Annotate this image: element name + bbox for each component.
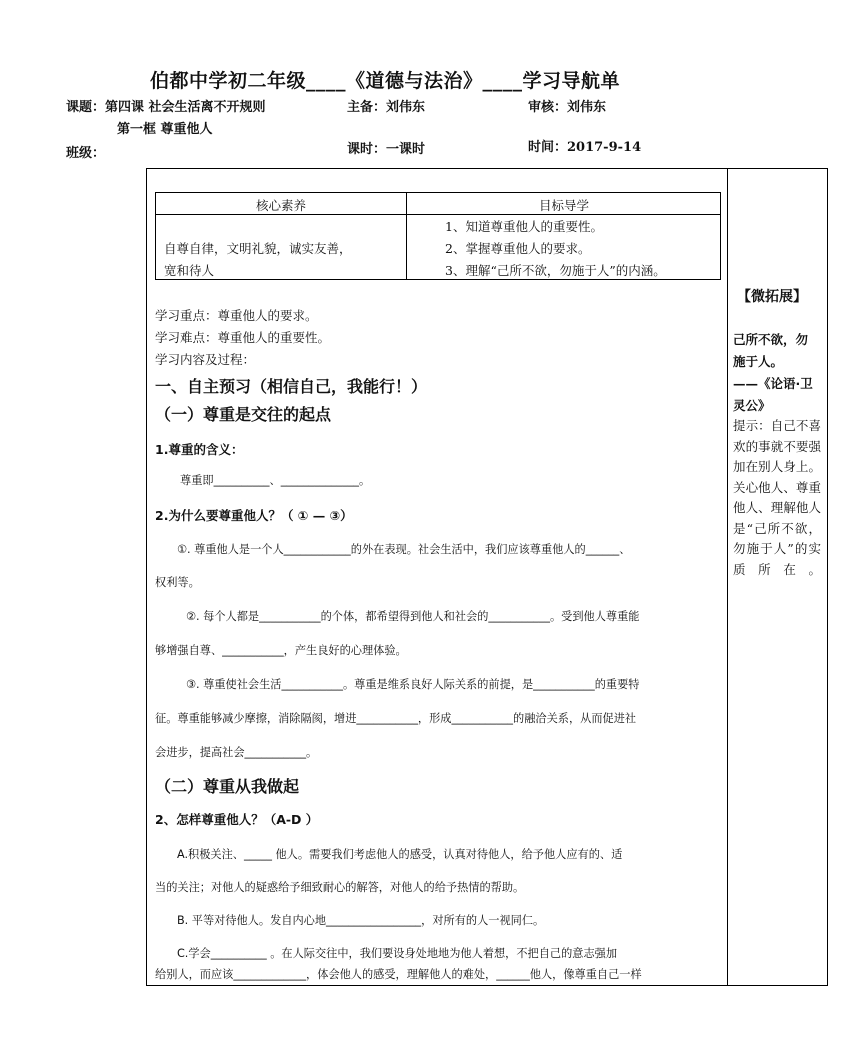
q3-a-line1: A.积极关注、_____ 他人。需要我们考虑他人的感受，认真对待他人，给予他人应有的、适 <box>177 848 623 861</box>
q2-item2-line2: 够增强自尊、___________，产生良好的心理体验。 <box>155 644 407 657</box>
q2-item2-line1: ②. 每个人都是___________的个体，都希望得到他人和社会的___________。受到他人尊重能 <box>186 610 640 623</box>
process-label: 学习内容及过程： <box>155 352 256 367</box>
sidebar-source-line2: 灵公》 <box>733 398 771 413</box>
worksheet-frame <box>146 168 828 986</box>
q3-a-line2: 当的关注；对他人的疑惑给予细致耐心的解答，对他人的给予热情的帮助。 <box>155 881 525 894</box>
goals-table <box>155 192 721 280</box>
q2-item1-line2: 权利等。 <box>155 576 200 589</box>
section-1-2-heading: （二）尊重从我做起 <box>155 777 300 796</box>
question-3: 2、怎样尊重他人？（A-D ） <box>155 812 319 827</box>
section-1-heading: 一、自主预习（相信自己，我能行！） <box>155 377 428 396</box>
q3-c-line1: C.学会__________ 。在人际交往中，我们要设身处地地为他人着想，不把自己的意志强加 <box>177 947 618 960</box>
question-1-body: 尊重即__________、______________。 <box>180 474 371 487</box>
q3-c-line2: 给别人，而应该_____________，体会他人的感受，理解他人的难处，______他人，像尊重自己一样 <box>155 968 642 981</box>
goal-1: 1、知道尊重他人的重要性。 <box>445 219 603 234</box>
section-1-1-heading: （一）尊重是交往的起点 <box>155 405 332 424</box>
lesson-sub: 第一框 尊重他人 <box>117 122 213 137</box>
page-title: 伯都中学初二年级____《道德与法治》____学习导航单 <box>150 70 621 92</box>
question-2: 2.为什么要尊重他人？（ ① — ③） <box>155 508 353 523</box>
reviewer: 审核：刘伟东 <box>528 100 607 115</box>
goal-2: 2、掌握尊重他人的要求。 <box>445 241 591 256</box>
difficulty: 学习难点：尊重他人的重要性。 <box>155 330 331 345</box>
sidebar-source-line1: ——《论语·卫 <box>733 376 813 391</box>
class-label: 班级： <box>66 146 106 161</box>
q2-item3-line1: ③. 尊重使社会生活___________。尊重是维系良好人际关系的前提，是___________的重要特 <box>186 678 640 691</box>
sidebar-quote-line2: 施于人。 <box>733 354 784 369</box>
period: 课时：一课时 <box>347 142 426 157</box>
sidebar-hint: 提示：自己不喜欢的事就不要强加在别人身上。关心他人、尊重他人、理解他人是“己所不欲，勿施于人”的实质所在。 <box>733 418 821 577</box>
sidebar-divider <box>727 168 728 986</box>
sidebar-quote-line1: 己所不欲，勿 <box>733 332 809 347</box>
sidebar-title: 【微拓展】 <box>737 289 807 305</box>
col1-header: 核心素养 <box>255 198 306 213</box>
q2-item3-line2: 征。尊重能够减少摩擦，消除隔阂，增进___________，形成___________的融洽关系，从而促进社 <box>155 712 637 725</box>
q2-item1-line1: ①. 尊重他人是一个人____________的外在表现。社会生活中，我们应该尊重他人的______、 <box>177 543 631 556</box>
key-point: 学习重点：尊重他人的要求。 <box>155 308 318 323</box>
question-1: 1.尊重的含义： <box>155 442 244 457</box>
preparer: 主备：刘伟东 <box>347 100 426 115</box>
col2-header: 目标导学 <box>538 198 589 213</box>
q2-item3-line3: 会进步，提高社会___________。 <box>155 746 318 759</box>
literacy-line2: 宽和待人 <box>164 263 215 278</box>
q3-b: B. 平等对待他人。发自内心地_________________，对所有的人一视同仁。 <box>177 914 545 927</box>
goal-3: 3、理解“己所不欲，勿施于人”的内涵。 <box>445 263 666 278</box>
date: 时间：2017-9-14 <box>528 140 642 155</box>
literacy-line1: 自尊自律，文明礼貌，诚实友善， <box>164 241 352 256</box>
lesson-label: 课题：第四课 社会生活离不开规则 <box>66 100 266 115</box>
